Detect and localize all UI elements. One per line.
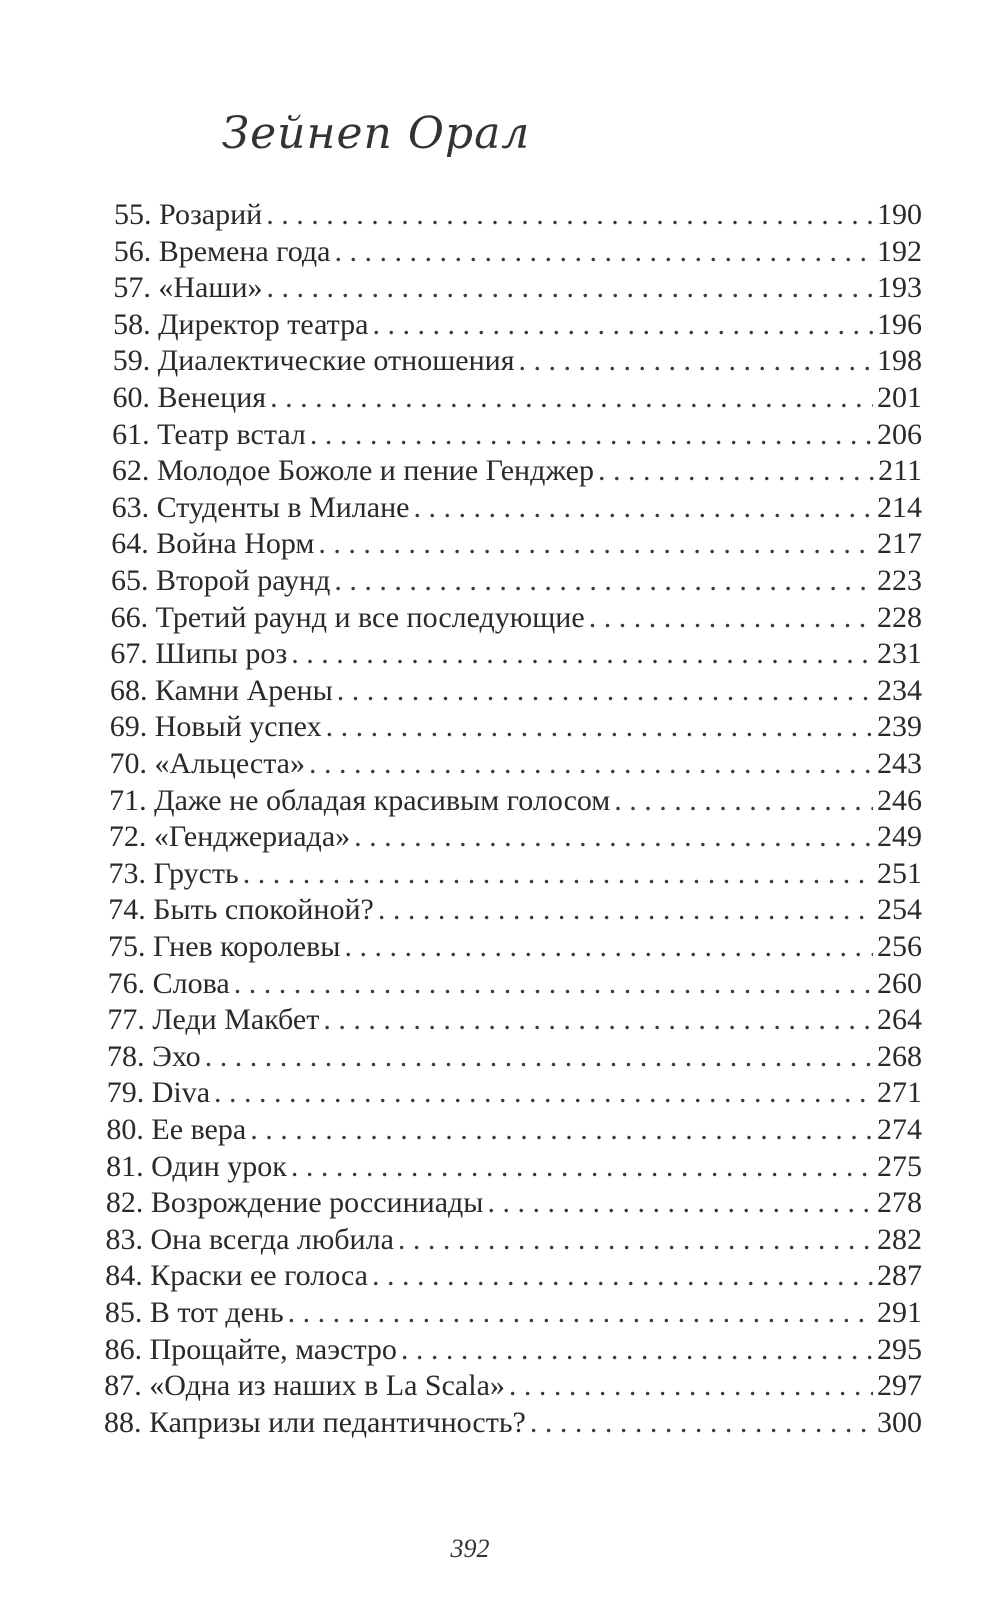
toc-entry	[111, 562, 922, 600]
toc-leader-dots	[378, 891, 873, 929]
toc-leader-dots	[509, 1367, 873, 1405]
toc-entry-title: 80. Ее вера	[106, 1113, 247, 1146]
toc-entry-title: 64. Война Норм	[111, 527, 315, 561]
toc-entry-page: 264	[876, 1003, 922, 1037]
toc-leader-dots	[334, 562, 873, 600]
toc-entry	[106, 1184, 922, 1222]
toc-entry	[106, 1221, 922, 1259]
toc-entry-page: 223	[876, 564, 922, 597]
toc-entry-page: 243	[876, 747, 922, 780]
toc-entry-page: 291	[876, 1296, 922, 1329]
toc-entry-page: 287	[876, 1259, 922, 1293]
toc-entry	[104, 1404, 922, 1442]
toc-entry-title: 60. Венеция	[112, 381, 267, 414]
toc-entry-title: 59. Диалектические отношения	[112, 344, 515, 378]
toc-entry-page: 192	[876, 234, 922, 268]
toc-leader-dots	[344, 928, 873, 966]
toc-leader-dots	[401, 1331, 873, 1369]
toc-entry-page: 275	[876, 1149, 922, 1183]
toc-entry-page: 249	[876, 820, 922, 854]
toc-entry	[110, 635, 922, 673]
toc-entry-title: 81. Один урок	[106, 1149, 287, 1183]
toc-leader-dots	[323, 1001, 873, 1039]
toc-leader-dots	[589, 599, 873, 637]
toc-entry	[113, 306, 922, 344]
toc-entry-title: 71. Даже не обладая красивым голосом	[109, 783, 611, 817]
toc-entry-title: 87. «Одна из наших в La Scala»	[104, 1369, 505, 1403]
toc-entry-page: 234	[876, 673, 922, 707]
toc-entry-title: 69. Новый успех	[109, 710, 322, 744]
toc-entry-page: 268	[876, 1039, 922, 1073]
toc-entry	[112, 489, 922, 527]
toc-entry-page: 295	[876, 1332, 922, 1366]
toc-entry-title: 77. Леди Макбет	[107, 1003, 320, 1037]
toc-entry-title: 72. «Генджериада»	[108, 820, 351, 854]
toc-entry-title: 56. Времена года	[113, 234, 331, 268]
toc-leader-dots	[234, 965, 873, 1003]
toc-entry	[106, 1148, 922, 1186]
toc-entry	[108, 928, 922, 966]
toc-entry-page: 246	[876, 783, 922, 817]
toc-entry-title: 88. Капризы или педантичность?	[104, 1405, 526, 1439]
toc-entry-title: 78. Эхо	[107, 1039, 201, 1073]
toc-entry-title: 76. Слова	[107, 966, 230, 1000]
toc-entry	[105, 1257, 922, 1295]
toc-entry-page: 228	[876, 600, 922, 634]
toc-leader-dots	[205, 1038, 873, 1076]
toc-leader-dots	[354, 818, 873, 856]
toc-entry-page: 214	[876, 490, 922, 524]
toc-leader-dots	[291, 1148, 873, 1186]
toc-entry	[113, 342, 922, 380]
toc-leader-dots	[413, 489, 873, 527]
toc-leader-dots	[310, 416, 873, 454]
toc-entry-title: 65. Второй раунд	[110, 564, 331, 597]
toc-entry	[108, 891, 922, 929]
toc-entry-title: 73. Грусть	[108, 856, 239, 890]
toc-leader-dots	[519, 342, 873, 380]
toc-entry-page: 190	[877, 198, 922, 231]
toc-entry-title: 74. Быть спокойной?	[108, 893, 374, 927]
toc-leader-dots	[337, 672, 873, 710]
running-head: Зейнеп Орал	[221, 108, 531, 159]
toc-leader-dots	[372, 306, 873, 344]
toc-entry-page: 251	[876, 856, 922, 890]
toc-entry-title: 62. Молодое Божоле и пение Генджер	[111, 454, 594, 488]
toc-entry-page: 297	[876, 1369, 922, 1403]
toc-entry	[109, 818, 922, 856]
toc-leader-dots	[243, 855, 873, 893]
toc-leader-dots	[598, 452, 874, 490]
toc-leader-dots	[614, 782, 873, 820]
toc-entry	[104, 1367, 922, 1405]
toc-entry-title: 58. Директор театра	[113, 307, 369, 341]
toc-leader-dots	[372, 1257, 873, 1295]
toc-entry	[113, 269, 922, 307]
toc-leader-dots	[267, 269, 873, 307]
toc-entry	[110, 708, 922, 746]
toc-entry-title: 66. Третий раунд и все последующие	[110, 600, 585, 634]
toc-entry	[112, 416, 922, 454]
toc-entry	[106, 1111, 922, 1149]
toc-entry-page: 300	[877, 1405, 922, 1439]
toc-entry	[111, 525, 922, 563]
toc-entry-title: 83. Она всегда любила	[105, 1222, 394, 1256]
toc-leader-dots	[309, 745, 873, 783]
toc-entry-page: 254	[876, 893, 922, 927]
page-number: 392	[450, 1534, 490, 1563]
toc-entry-title: 55. Розарий	[114, 198, 263, 231]
toc-entry	[110, 672, 922, 710]
toc-entry	[107, 1074, 922, 1112]
toc-entry-page: 198	[876, 344, 922, 378]
toc-leader-dots	[318, 525, 873, 563]
toc-entry-title: 63. Студенты в Милане	[111, 490, 410, 524]
toc-entry	[105, 1331, 922, 1369]
toc-entry-title: 86. Прощайте, маэстро	[104, 1332, 397, 1366]
toc-entry-page: 201	[876, 381, 922, 414]
toc-entry-page: 239	[876, 710, 922, 744]
toc-entry	[105, 1294, 922, 1332]
toc-entry-page: 260	[876, 966, 922, 1000]
toc-entry	[109, 745, 922, 783]
toc-leader-dots	[266, 196, 873, 234]
toc-leader-dots	[487, 1184, 873, 1222]
toc-entry-title: 67. Шипы роз	[110, 637, 288, 671]
toc-entry-title: 75. Гнев королевы	[107, 930, 341, 963]
toc-leader-dots	[398, 1221, 873, 1259]
toc-entry-title: 84. Краски ее голоса	[105, 1259, 368, 1293]
toc-entry-page: 278	[876, 1186, 922, 1220]
toc-entry-title: 70. «Альцеста»	[109, 747, 305, 780]
toc-leader-dots	[334, 233, 873, 271]
toc-leader-dots	[530, 1404, 873, 1442]
toc-entry	[112, 379, 922, 417]
toc-entry-title: 79. Diva	[106, 1076, 211, 1110]
toc-entry-page: 256	[876, 930, 922, 963]
toc-entry	[108, 965, 922, 1003]
toc-entry	[109, 855, 922, 893]
toc-entry-title: 85. В тот день	[104, 1296, 284, 1329]
toc-leader-dots	[250, 1111, 873, 1149]
toc-entry	[109, 782, 922, 820]
toc-leader-dots	[270, 379, 873, 417]
toc-leader-dots	[214, 1074, 873, 1112]
toc-entry-page: 231	[876, 637, 922, 671]
toc-entry	[111, 599, 922, 637]
toc-entry	[107, 1001, 922, 1039]
toc-entry-page: 206	[876, 417, 922, 451]
toc-entry-page: 271	[876, 1076, 922, 1110]
toc-entry-title: 61. Театр встал	[112, 417, 306, 451]
toc-entry-title: 82. Возрождение россиниады	[105, 1186, 484, 1220]
toc-entry	[114, 196, 922, 234]
toc-entry-title: 68. Камни Арены	[110, 673, 333, 707]
toc-entry-page: 211	[878, 454, 922, 488]
toc-entry	[112, 452, 922, 490]
toc-entry	[107, 1038, 922, 1076]
toc-entry-page: 196	[876, 307, 922, 341]
toc-entry-page: 193	[876, 271, 922, 305]
toc-entry-title: 57. «Наши»	[113, 271, 263, 305]
toc-entry	[114, 233, 922, 271]
toc-leader-dots	[288, 1294, 873, 1332]
toc-entry-page: 217	[876, 527, 922, 561]
toc-leader-dots	[291, 635, 873, 673]
toc-entry-page: 274	[876, 1113, 922, 1146]
toc-entry-page: 282	[876, 1222, 922, 1256]
toc-leader-dots	[326, 708, 873, 746]
